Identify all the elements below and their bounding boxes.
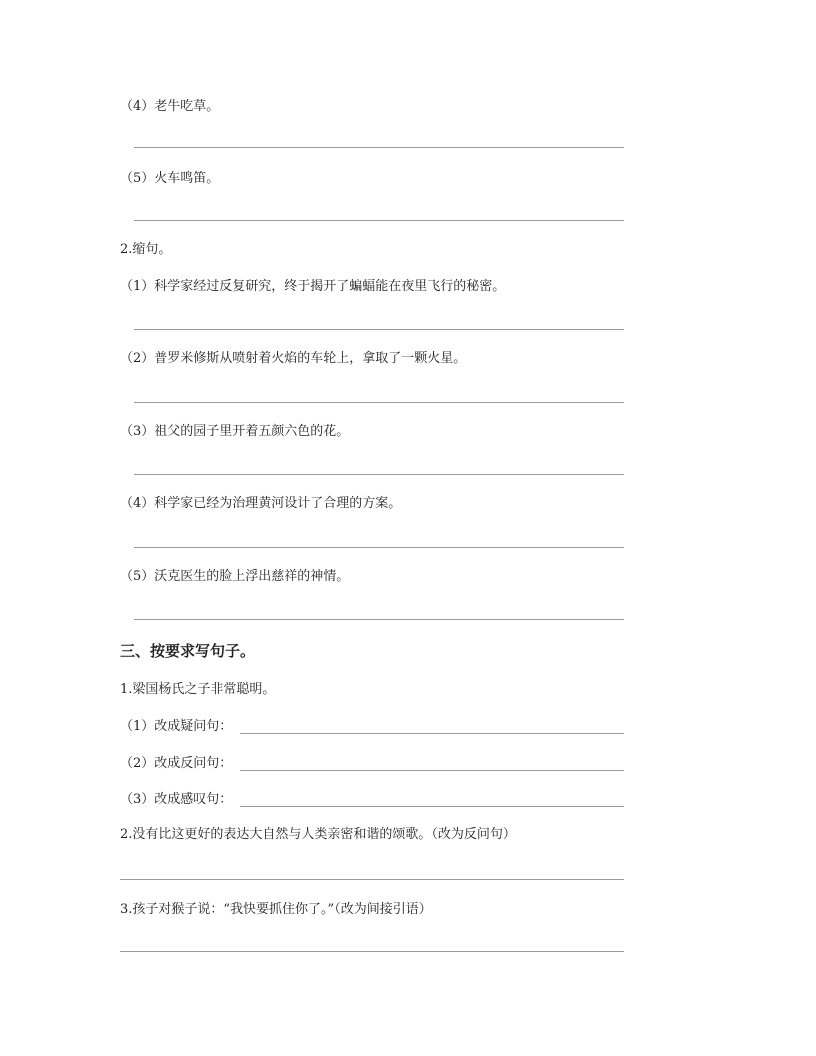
answer-line[interactable] [240,733,624,734]
answer-line[interactable] [134,220,624,221]
question-text: （1）科学家经过反复研究，终于揭开了蝙蝠能在夜里飞行的秘密。 [120,279,506,294]
question-text: （5）火车鸣笛。 [120,171,220,186]
question-text: （5）沃克医生的脸上浮出慈祥的神情。 [120,569,350,584]
answer-line[interactable] [240,770,624,771]
answer-line[interactable] [134,402,624,403]
section-heading: 三、按要求写句子。 [120,642,256,660]
answer-line[interactable] [134,547,624,548]
question-text: （4）老牛吃草。 [120,99,220,114]
question-title: 3.孩子对猴子说：“我快要抓住你了。”（改为间接引语） [120,902,432,917]
question-text: （3）祖父的园子里开着五颜六色的花。 [120,424,350,439]
answer-line[interactable] [120,879,624,880]
answer-line[interactable] [134,474,624,475]
question-text: （4）科学家已经为治理黄河设计了合理的方案。 [120,496,402,511]
question-text: （3）改成感叹句： [120,792,233,807]
answer-line[interactable] [120,951,624,952]
answer-line[interactable] [134,619,624,620]
question-text: （2）改成反问句： [120,756,233,771]
question-title: 1.梁国杨氏之子非常聪明。 [120,682,276,697]
question-text: （1）改成疑问句： [120,719,233,734]
answer-line[interactable] [134,329,624,330]
question-title: 2.缩句。 [120,242,172,257]
answer-line[interactable] [240,806,624,807]
answer-line[interactable] [134,147,624,148]
question-text: （2）普罗米修斯从喷射着火焰的车轮上，拿取了一颗火星。 [120,351,467,366]
question-title: 2.没有比这更好的表达大自然与人类亲密和谐的颂歌。（改为反问句） [120,827,516,842]
